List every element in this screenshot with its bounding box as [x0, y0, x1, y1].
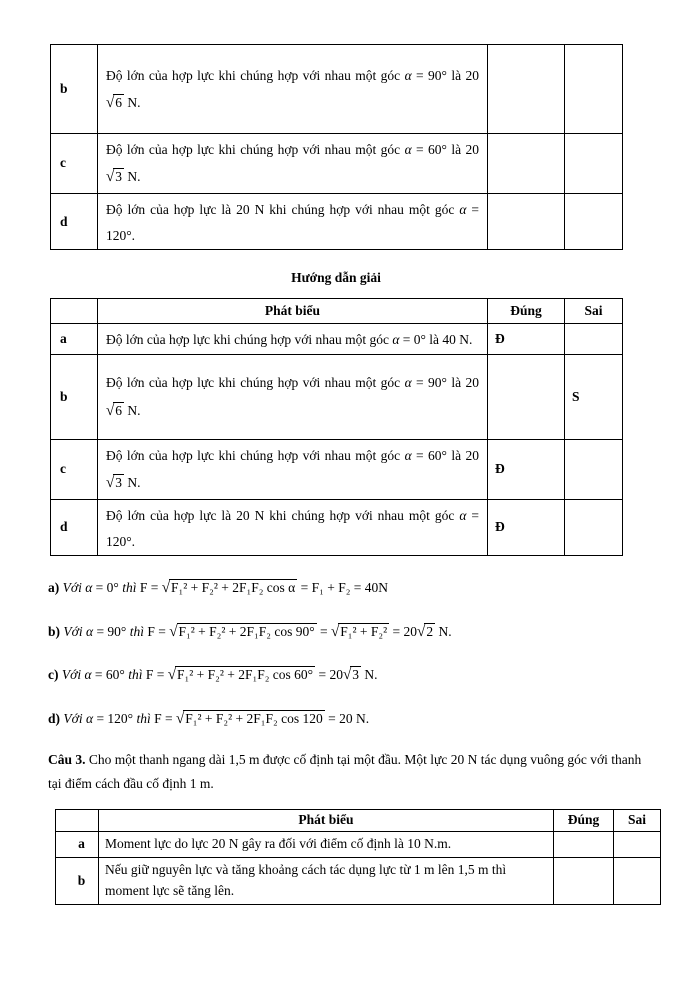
sqrt-expression: √F₁² + F₂² + 2F₁F₂ cos 120 — [175, 710, 323, 727]
table-row — [51, 499, 623, 556]
sai-cell — [614, 831, 661, 857]
table-row — [56, 857, 661, 904]
header-sai: Sai — [565, 299, 623, 324]
sqrt-expression: √F₁² + F₂² + 2F₁F₂ cos α — [161, 580, 296, 597]
question3-statement-table — [55, 809, 661, 905]
dung-cell: Đ — [488, 439, 565, 499]
statement-cell: Độ lớn của hợp lực khi chúng hợp với nhau một góc α = 60° là 20√3 N. — [98, 439, 488, 499]
sqrt-expression: √6 — [106, 402, 123, 419]
row-label: b — [51, 354, 98, 439]
solution-line-a: a) Với α = 0° thì F = √F₁² + F₂² + 2F₁F₂ cos α = F₁ + F₂ = 40N — [48, 580, 389, 597]
dung-cell — [488, 354, 565, 439]
statement-cell: Độ lớn của hợp lực là 20 N khi chúng hợp với nhau một góc α = 120°. — [98, 193, 488, 250]
table-header-row — [51, 299, 623, 324]
solution-answer-table — [50, 298, 623, 556]
sqrt-expression: √F₁² + F₂² + 2F₁F₂ cos 90° — [169, 623, 315, 640]
sai-cell — [565, 193, 623, 250]
dung-cell — [488, 45, 565, 134]
table-row — [51, 354, 623, 439]
question3-label: Câu 3. — [48, 752, 86, 768]
sqrt-expression: √3 — [106, 169, 123, 186]
header-dung: Đúng — [488, 299, 565, 324]
statement-cell: Độ lớn của hợp lực là 20 N khi chúng hợp với nhau một góc α = 120°. — [98, 499, 488, 556]
worked-solutions — [48, 574, 694, 734]
dung-cell: Đ — [488, 324, 565, 354]
question3-paragraph — [48, 748, 648, 797]
dung-cell — [554, 857, 614, 904]
sai-cell — [565, 45, 623, 134]
sqrt-expression: √F₁² + F₂² — [330, 623, 388, 640]
header-sai: Sai — [614, 809, 661, 831]
sai-cell — [565, 439, 623, 499]
row-label: d — [51, 499, 98, 556]
table-row — [51, 45, 623, 134]
row-label: c — [51, 134, 98, 194]
sai-cell — [565, 499, 623, 556]
row-label: b — [51, 45, 98, 134]
sai-cell — [614, 857, 661, 904]
dung-cell — [488, 134, 565, 194]
question3-text: Cho một thanh ngang dài 1,5 m được cố định tại một đầu. Một lực 20 N tác dụng vuông góc với thanh tại điểm cách đầu cố định 1 m. — [48, 752, 642, 792]
dung-cell — [488, 193, 565, 250]
statement-cell: Độ lớn của hợp lực khi chúng hợp với nhau một góc α = 60° là 20√3 N. — [98, 134, 488, 194]
header-phat-bieu: Phát biểu — [98, 299, 488, 324]
solution-line-d: d) Với α = 120° thì F = √F₁² + F₂² + 2F₁F₂ cos 120 = 20 N. — [48, 710, 370, 727]
dung-cell — [554, 831, 614, 857]
sqrt-expression: √3 — [106, 475, 123, 492]
solution-line-c: c) Với α = 60° thì F = √F₁² + F₂² + 2F₁F₂ cos 60° = 20√3 N. — [48, 667, 378, 684]
statement-cell: Độ lớn của hợp lực khi chúng hợp với nhau một góc α = 90° là 20√6 N. — [98, 354, 488, 439]
table-row — [51, 134, 623, 194]
corner-cell — [56, 809, 99, 831]
table-row — [56, 831, 661, 857]
sai-cell — [565, 324, 623, 354]
row-label: a — [51, 324, 98, 354]
statement-cell: Độ lớn của hợp lực khi chúng hợp với nhau một góc α = 0° là 40 N. — [98, 324, 488, 354]
solution-line-b: b) Với α = 90° thì F = √F₁² + F₂² + 2F₁F₂ cos 90° = √F₁² + F₂² = 20√2 N. — [48, 623, 452, 640]
statement-cell: Độ lớn của hợp lực khi chúng hợp với nhau một góc α = 90° là 20√6 N. — [98, 45, 488, 134]
table-row — [51, 193, 623, 250]
sqrt-expression: √3 — [342, 667, 359, 684]
corner-cell — [51, 299, 98, 324]
solution-heading: Hướng dẫn giải — [291, 270, 381, 286]
header-phat-bieu: Phát biểu — [99, 809, 554, 831]
sai-cell: S — [565, 354, 623, 439]
row-label: a — [56, 831, 99, 857]
sqrt-expression: √F₁² + F₂² + 2F₁F₂ cos 60° — [167, 667, 314, 684]
header-dung: Đúng — [554, 809, 614, 831]
row-label: c — [51, 439, 98, 499]
statement-cell: Nếu giữ nguyên lực và tăng khoảng cách tác dụng lực từ 1 m lên 1,5 m thì moment lực sẽ tăng lên. — [99, 857, 554, 904]
sai-cell — [565, 134, 623, 194]
table-row — [51, 324, 623, 354]
row-label: b — [56, 857, 99, 904]
row-label: d — [51, 193, 98, 250]
question2-statement-table — [50, 44, 623, 250]
statement-cell: Moment lực do lực 20 N gây ra đối với điểm cố định là 10 N.m. — [99, 831, 554, 857]
sqrt-expression: √6 — [106, 94, 123, 111]
table-header-row — [56, 809, 661, 831]
table-row — [51, 439, 623, 499]
dung-cell: Đ — [488, 499, 565, 556]
sqrt-expression: √2 — [417, 623, 434, 640]
